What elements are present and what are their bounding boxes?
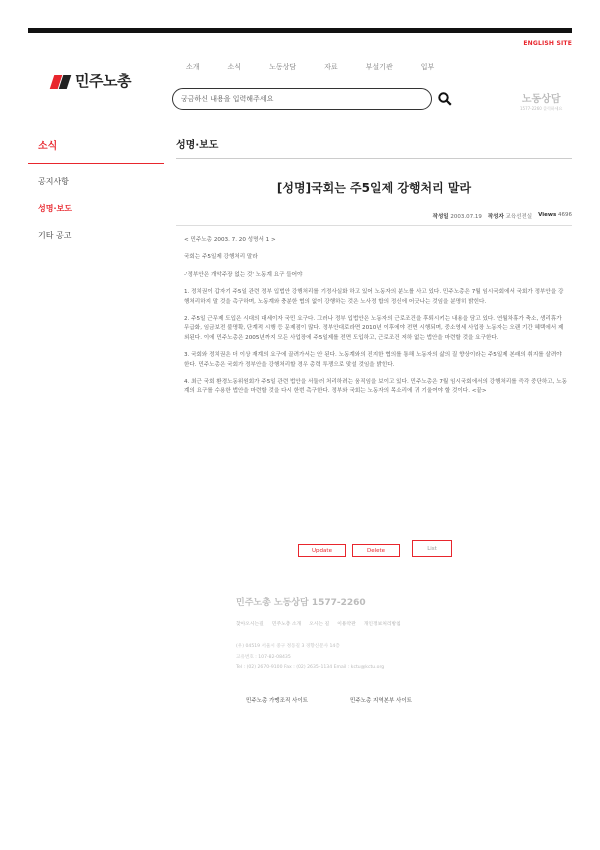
footer-link[interactable]: 개인정보처리방침 [363,622,401,627]
labor-counsel-title: 노동상담 [521,94,561,105]
date-label: 작성일 [432,214,449,220]
sidebar-item-notice[interactable]: 공지사항 [38,177,69,186]
post-date: 2003.07.19 [450,214,482,220]
nav-item-counsel[interactable]: 노동상담 [269,63,297,71]
top-bar [28,28,572,33]
paragraph: 3. 국회와 정치권은 더 이상 재계의 요구에 끌려가서는 안 된다. 노동계와의 진지한 협의를 통해 노동자의 삶의 질 향상이라는 주5일제 본래의 취지를 살려야 한다. 민주노총은 국회가 정부안을 강행처리할 경우 총력 투쟁으로 맞설 것임을 밝힌다. [184,352,562,368]
labor-counsel-sub: 1577-2260 클릭하세요 [520,106,563,111]
paragraph: 1. 정치권이 갑자기 주5일 관련 정부 입법안 강행처리를 기정사실화 하고 있어 노동자의 분노를 사고 있다. 민주노총은 7월 임시국회에서 국회가 정부안을 강행처리하지 말 것을 촉구하며, 노동계와 충분한 협의 없이 강행하는 것은 노사정 합의 정신에 어긋나는 것임을 분명히 밝힌다. [184,289,564,305]
logo[interactable] [52,70,131,91]
footer-link[interactable]: 민주노총 소개 [271,622,302,627]
footer-link[interactable]: 오시는 길 [309,622,330,627]
paragraph: -'정부안은 개악주장 없는 것' 노동계 요구 들어야 [184,271,303,278]
nav-item-intro[interactable]: 소개 [186,63,200,71]
sidebar-divider [28,163,164,164]
nav-item-institute[interactable]: 부설기관 [365,63,393,71]
paragraph: 4. 최근 국회 환경노동위원회가 주5일 관련 법안을 서둘러 처리하려는 움직임을 보이고 있다. 민주노총은 7월 임시국회에서의 강행처리를 즉각 중단하고, 노동계의 요구를 수용한 법안을 마련할 것을 다시 한번 촉구한다. 정부와 국회는 노동자의 목소리에 귀 기울여야 할 것이다. <끝> [184,379,568,395]
footer-address: (우) 04519 서울시 중구 정동길 3 경향신문사 14층 [236,644,340,649]
meta-divider [176,225,572,226]
nav-item-news[interactable]: 소식 [227,63,242,71]
sidebar-item-etc[interactable]: 기타 공고 [38,231,72,240]
list-button[interactable]: List [412,540,452,557]
main-nav [186,62,462,72]
nav-item-join[interactable]: 입부 [420,63,435,71]
paragraph: 2. 주5일 근무제 도입은 시대의 대세이자 국민 요구다. 그러나 정부 입법안은 노동자의 근로조건을 후퇴시키는 내용을 담고 있다. 연월차휴가 축소, 생리휴가 무급화, 임금보전 불명확, 단계적 시행 등 문제점이 많다. 정부안대로라면 2010년 이후에야 전면 시행되며, 중소영세 사업장 노동자는 오랜 기간 혜택에서 제외된다. 이에 민주노총은 2005년까지 모든 사업장에 주5일제를 전면 도입하고, 근로조건 저하 없는 법안을 마련할 것을 요구한다. [184,316,564,341]
footer-reg: 고유번호 : 107-82-08435 [236,655,291,660]
title-divider [176,158,572,159]
author-label: 작성자 [487,214,504,220]
delete-button[interactable]: Delete [352,544,400,557]
logo-text: 민주노총 [75,72,131,90]
update-button[interactable]: Update [298,544,346,557]
search-icon[interactable] [438,92,452,106]
sidebar-item-press[interactable]: 성명·보도 [38,204,72,213]
affiliate-site-link[interactable]: 민주노총 가맹조직 사이트 [246,698,308,704]
post-author: 교육선전실 [505,214,533,220]
post-meta [433,212,572,220]
post-body [184,236,568,405]
english-site-link[interactable]: ENGLISH SITE [523,40,572,47]
logo-icon [52,73,72,89]
paragraph: 국회는 주5일제 강행처리 말라 [184,254,258,261]
footer-link[interactable]: 찾아오시는길 [236,622,264,627]
regional-site-link[interactable]: 민주노총 지역본부 사이트 [350,698,412,704]
footer-links [236,620,401,627]
post-views: 4696 [558,212,572,218]
nav-item-data[interactable]: 자료 [324,63,338,71]
labor-counsel-banner[interactable] [520,90,562,112]
search-input[interactable]: 궁금하신 내용을 입력해주세요 [172,88,432,110]
post-title: [성명]국회는 주5일제 강행처리 말라 [276,181,472,195]
footer-phone: 민주노총 노동상담 1577-2260 [236,598,366,608]
views-label: Views [538,212,557,218]
paragraph: < 민주노총 2003. 7. 20 성명서 1 > [184,237,276,243]
page-title: 성명·보도 [176,140,219,151]
sidebar-title: 소식 [38,141,58,152]
footer-link[interactable]: 이용약관 [337,622,356,627]
footer-contact: Tel : (02) 2670-9100 Fax : (02) 2635-1134 Email : kctu@kctu.org [236,665,385,670]
